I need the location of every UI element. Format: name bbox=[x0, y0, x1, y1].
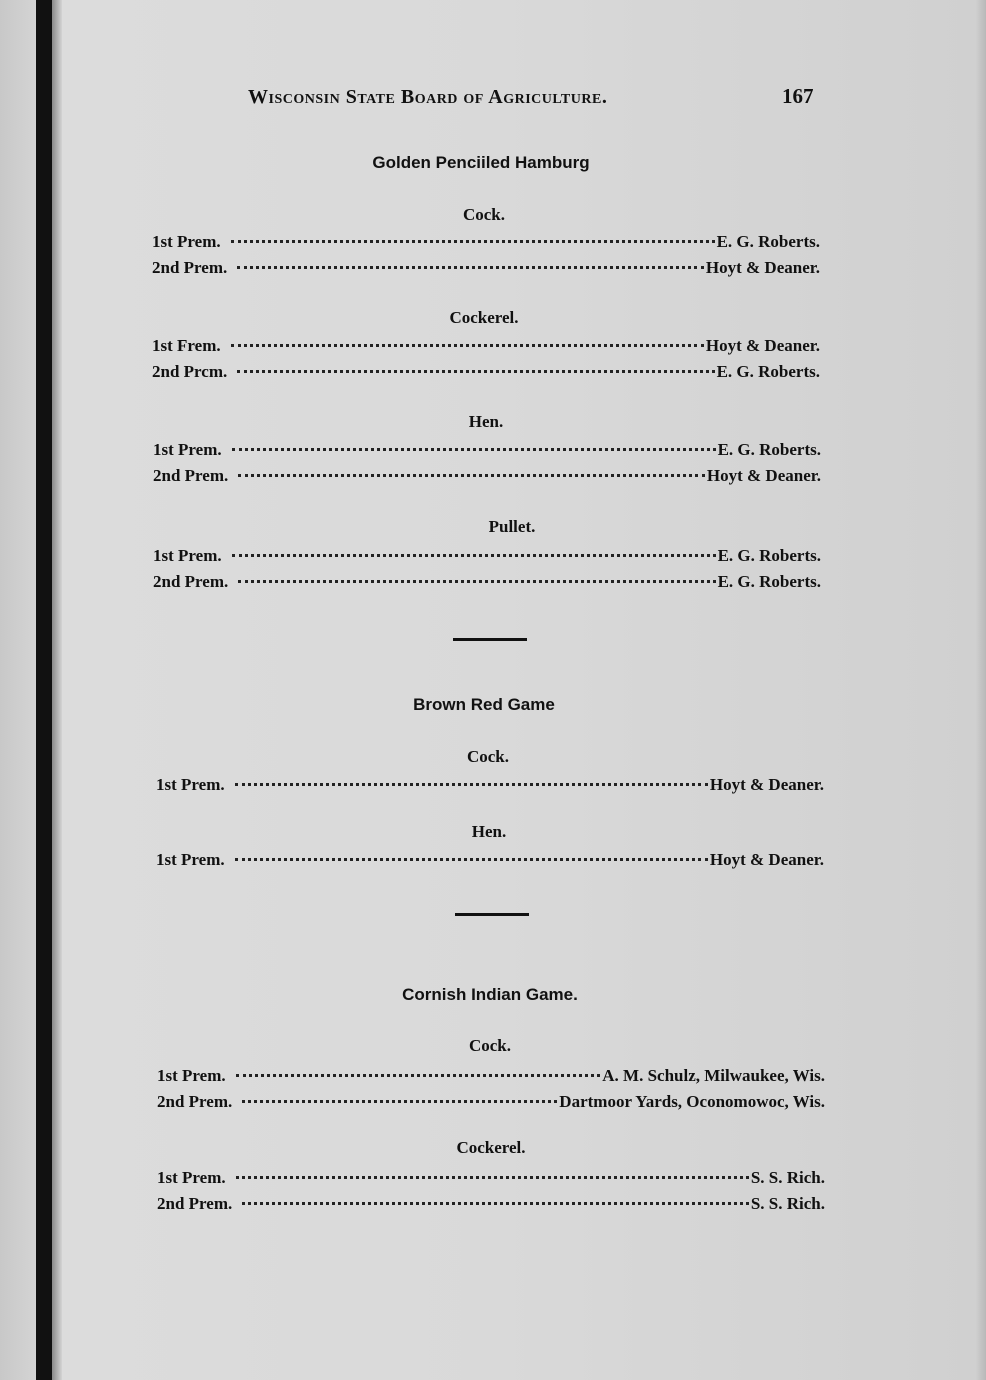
class-heading: Hen. bbox=[468, 412, 504, 431]
premium-place: 2nd Prem. bbox=[153, 466, 229, 485]
dot-leader bbox=[236, 1176, 749, 1179]
page-number: 167 bbox=[782, 84, 814, 108]
premium-winner: Hoyt & Deaner. bbox=[709, 775, 824, 794]
dot-leader bbox=[235, 783, 708, 786]
premium-row bbox=[153, 440, 821, 462]
premium-row bbox=[152, 362, 820, 384]
premium-place: 1st Prem. bbox=[152, 232, 221, 251]
book-spine bbox=[36, 0, 52, 1380]
premium-row bbox=[152, 336, 820, 358]
section-divider bbox=[453, 638, 527, 641]
premium-row bbox=[156, 850, 824, 872]
dot-leader bbox=[242, 1100, 557, 1103]
premium-place: 2nd Prem. bbox=[153, 572, 229, 591]
premium-place: 1st Prem. bbox=[157, 1066, 226, 1085]
premium-row bbox=[153, 572, 821, 594]
page-edge bbox=[976, 0, 986, 1380]
premium-winner: E. G. Roberts. bbox=[717, 440, 821, 459]
premium-place: 1st Prem. bbox=[153, 440, 222, 459]
section-divider bbox=[455, 913, 529, 916]
premium-winner: S. S. Rich. bbox=[750, 1168, 825, 1187]
premium-row bbox=[152, 232, 820, 254]
dot-leader bbox=[235, 858, 708, 861]
class-heading: Cock. bbox=[466, 747, 510, 766]
class-heading: Cockerel. bbox=[456, 1138, 526, 1157]
premium-place: 1st Prem. bbox=[156, 775, 225, 794]
premium-row bbox=[157, 1066, 825, 1088]
dot-leader bbox=[232, 448, 716, 451]
premium-row bbox=[157, 1092, 825, 1114]
premium-winner: Hoyt & Deaner. bbox=[705, 258, 820, 277]
premium-row bbox=[157, 1168, 825, 1190]
running-head: Wisconsin State Board of Agriculture. bbox=[248, 86, 608, 108]
premium-winner: A. M. Schulz, Milwaukee, Wis. bbox=[602, 1066, 825, 1085]
premium-place: 2nd Prem. bbox=[152, 258, 228, 277]
class-heading: Hen. bbox=[471, 822, 507, 841]
premium-place: 1st Prem. bbox=[153, 546, 222, 565]
class-heading: Cockerel. bbox=[449, 308, 519, 327]
premium-winner: S. S. Rich. bbox=[750, 1194, 825, 1213]
dot-leader bbox=[232, 554, 716, 557]
dot-leader bbox=[237, 266, 704, 269]
premium-place: 1st Prem. bbox=[157, 1168, 226, 1187]
premium-winner: Hoyt & Deaner. bbox=[705, 336, 820, 355]
dot-leader bbox=[236, 1074, 601, 1077]
premium-row bbox=[153, 466, 821, 488]
section-title: Brown Red Game bbox=[413, 695, 555, 714]
class-heading: Cock. bbox=[462, 205, 506, 224]
premium-winner: E. G. Roberts. bbox=[717, 546, 821, 565]
premium-row bbox=[153, 546, 821, 568]
premium-winner: Hoyt & Deaner. bbox=[706, 466, 821, 485]
class-heading: Pullet. bbox=[488, 517, 536, 536]
dot-leader bbox=[238, 474, 705, 477]
premium-place: 2nd Prem. bbox=[157, 1194, 233, 1213]
dot-leader bbox=[237, 370, 714, 373]
premium-winner: E. G. Roberts. bbox=[716, 362, 820, 381]
premium-winner: E. G. Roberts. bbox=[717, 572, 821, 591]
premium-row bbox=[157, 1194, 825, 1216]
section-title: Golden Penciiled Hamburg bbox=[372, 153, 590, 172]
premium-place: 2nd Prcm. bbox=[152, 362, 228, 381]
dot-leader bbox=[238, 580, 715, 583]
dot-leader bbox=[231, 344, 704, 347]
premium-winner: Hoyt & Deaner. bbox=[709, 850, 824, 869]
dot-leader bbox=[231, 240, 715, 243]
premium-winner: E. G. Roberts. bbox=[716, 232, 820, 251]
class-heading: Cock. bbox=[468, 1036, 512, 1055]
premium-place: 2nd Prem. bbox=[157, 1092, 233, 1111]
premium-winner: Dartmoor Yards, Oconomowoc, Wis. bbox=[559, 1092, 825, 1111]
spine-shadow bbox=[52, 0, 62, 1380]
premium-place: 1st Frem. bbox=[152, 336, 221, 355]
premium-row bbox=[152, 258, 820, 280]
section-title: Cornish Indian Game. bbox=[402, 985, 578, 1004]
premium-place: 1st Prem. bbox=[156, 850, 225, 869]
dot-leader bbox=[242, 1202, 749, 1205]
premium-row bbox=[156, 775, 824, 797]
